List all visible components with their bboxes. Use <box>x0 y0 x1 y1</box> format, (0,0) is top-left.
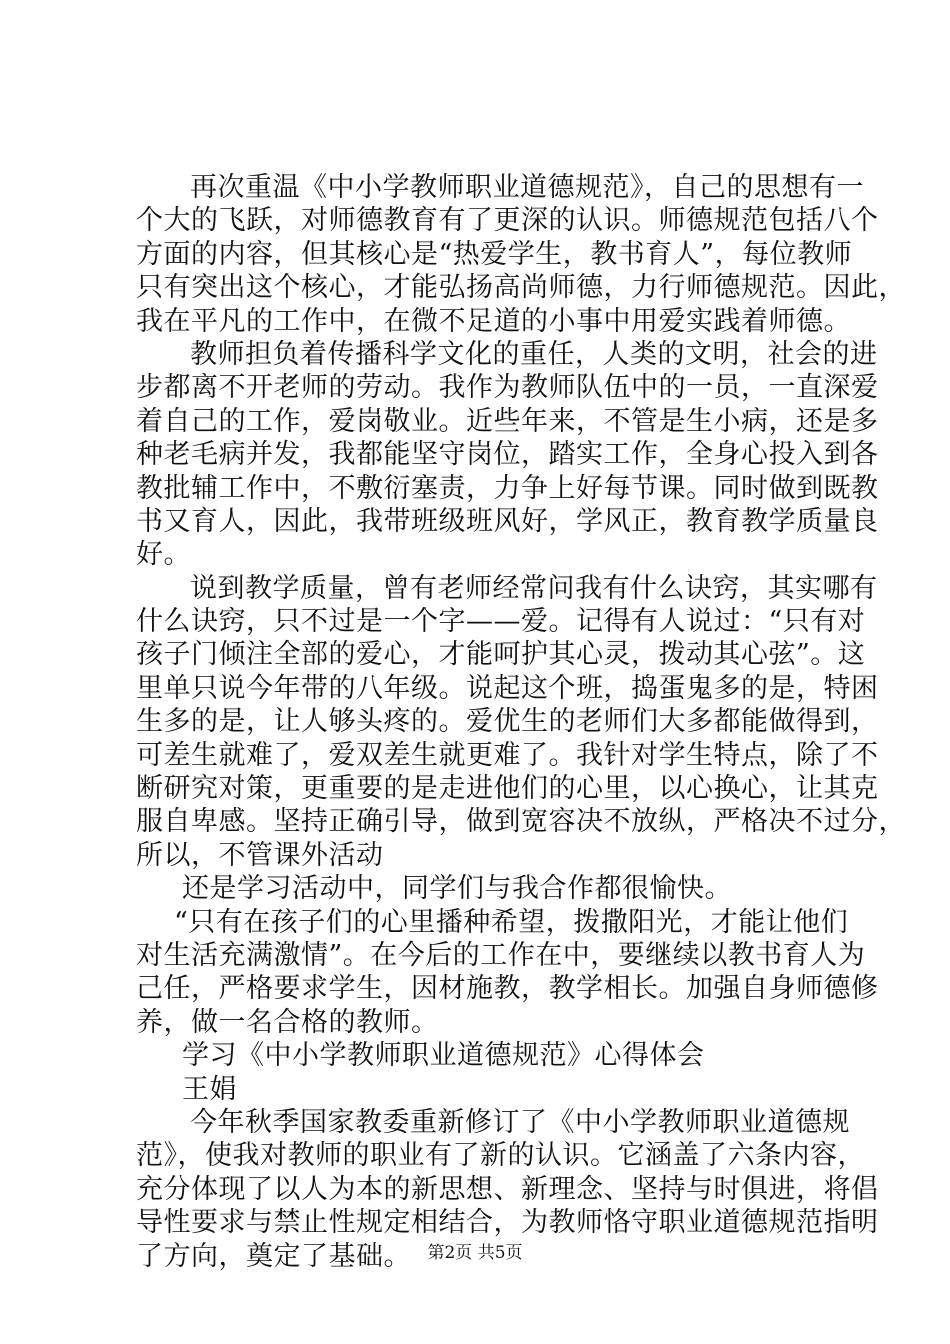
page-indicator: 第2页 共5页 <box>427 1243 523 1263</box>
text-line: 个大的飞跃，对师德教育有了更深的认识。师德规范包括八个 <box>136 205 879 237</box>
text-line: 种老毛病并发，我都能坚守岗位，踏实工作，全身心投入到各 <box>136 439 879 471</box>
text-line: 只有突出这个核心，才能弘扬高尚师德，力行师德规范。因此， <box>136 272 906 304</box>
text-line: 我在平凡的工作中，在微不足道的小事中用爱实践着师德。 <box>136 305 851 337</box>
text-line: 养，做一名合格的教师。 <box>136 1006 439 1038</box>
text-line: 书又育人，因此，我带班级班风好，学风正，教育教学质量良 <box>136 505 879 537</box>
text-line: 说到教学质量，曾有老师经常问我有什么诀窍，其实哪有 <box>190 572 878 604</box>
text-line: 步都离不开老师的劳动。我作为教师队伍中的一员，一直深爱 <box>136 372 879 404</box>
text-line: 什么诀窍，只不过是一个字——爱。记得有人说过：“只有对 <box>136 606 866 638</box>
text-line: 王娟 <box>182 1073 237 1105</box>
text-line: 对生活充满激情”。在今后的工作在中，要继续以教书育人为 <box>136 939 866 971</box>
text-line: 生多的是，让人够头疼的。爱优生的老师们大多都能做得到， <box>136 706 879 738</box>
text-line: 里单只说今年带的八年级。说起这个班，捣蛋鬼多的是，特困 <box>136 672 879 704</box>
text-line: 范》，使我对教师的职业有了新的认识。它涵盖了六条内容， <box>136 1140 865 1172</box>
text-line: “只有在孩子们的心里播种希望，拨撒阳光，才能让他们 <box>174 906 849 938</box>
text-line: 着自己的工作，爱岗敬业。近些年来，不管是生小病，还是多 <box>136 405 879 437</box>
text-line: 可差生就难了，爱双差生就更难了。我针对学生特点，除了不 <box>136 739 879 771</box>
text-line: 好。 <box>136 539 191 571</box>
text-line: 充分体现了以人为本的新思想、新理念、坚持与时俱进，将倡 <box>136 1173 879 1205</box>
text-line: 教师担负着传播科学文化的重任，人类的文明，社会的进 <box>190 338 878 370</box>
text-line: 今年秋季国家教委重新修订了《中小学教师职业道德规 <box>190 1106 850 1138</box>
text-line: 断研究对策，更重要的是走进他们的心里，以心换心，让其克 <box>136 773 879 805</box>
text-line: 服自卑感。坚持正确引导，做到宽容决不放纵，严格决不过分， <box>136 806 906 838</box>
text-line: 导性要求与禁止性规定相结合，为教师恪守职业道德规范指明 <box>136 1207 879 1239</box>
body-text <box>136 171 906 1273</box>
text-line: 再次重温《中小学教师职业道德规范》，自己的思想有一 <box>190 172 864 203</box>
page-footer <box>0 1242 950 1264</box>
text-line: 学习《中小学教师职业道德规范》心得体会 <box>182 1040 705 1072</box>
text-line: 所以，不管课外活动 <box>136 839 384 871</box>
text-line: 己任，严格要求学生，因材施教，教学相长。加强自身师德修 <box>136 973 879 1005</box>
text-line: 孩子门倾注全部的爱心，才能呵护其心灵，拨动其心弦”。这 <box>136 639 866 671</box>
text-line: 还是学习活动中，同学们与我合作都很愉快。 <box>182 873 732 905</box>
text-line: 方面的内容，但其核心是“热爱学生，教书育人”，每位教师 <box>136 238 853 270</box>
text-line: 了方向，奠定了基础。 <box>136 1240 411 1272</box>
text-line: 教批辅工作中，不敷衍塞责，力争上好每节课。同时做到既教 <box>136 472 879 504</box>
